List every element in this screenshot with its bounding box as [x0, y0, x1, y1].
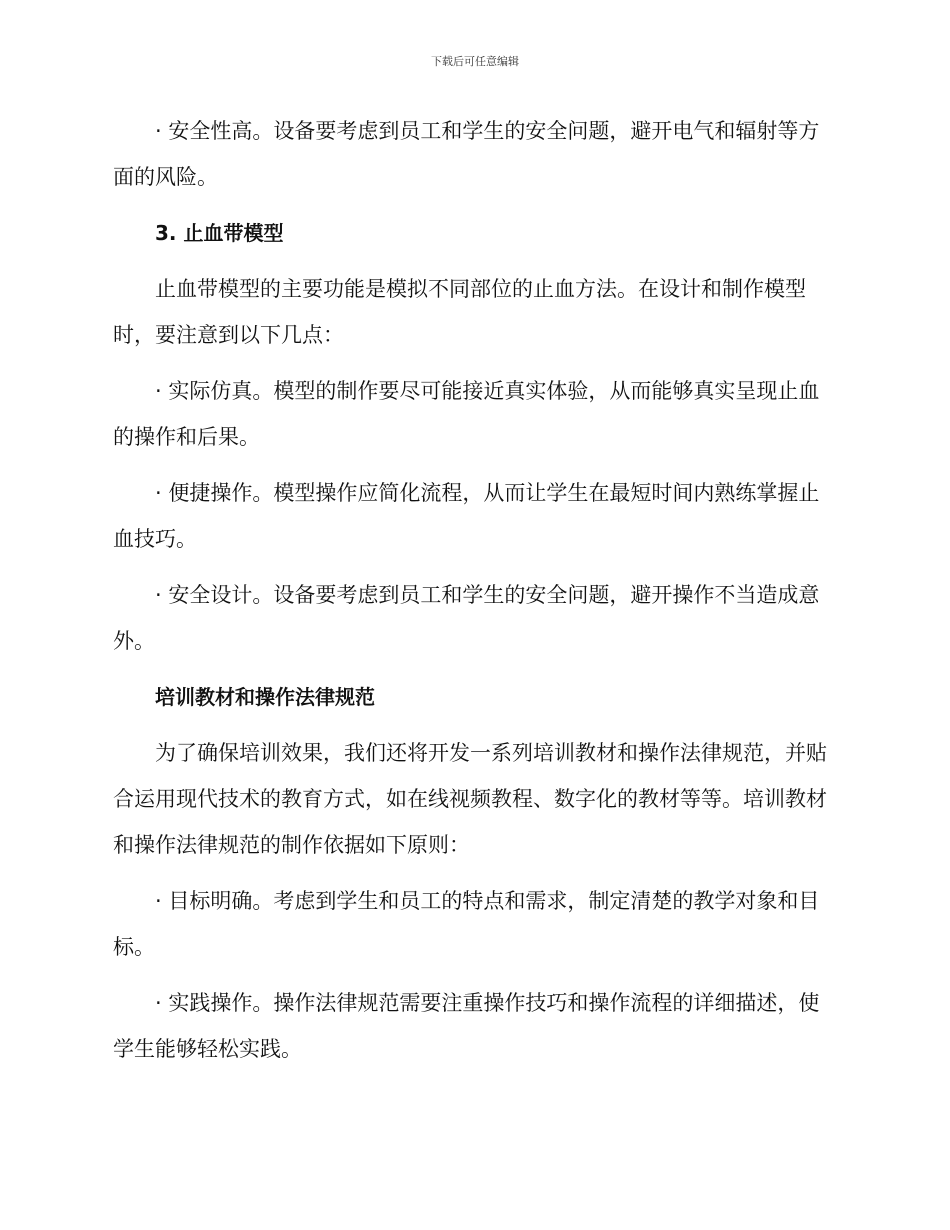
page-header-note: 下载后可任意编辑: [431, 55, 519, 68]
body-paragraph: 止血带模型的主要功能是模拟不同部位的止血方法。在设计和制作模型时，要注意到以下几点：: [113, 277, 806, 347]
document-body: [113, 108, 833, 1082]
bullet-paragraph: · 安全设计。设备要考虑到员工和学生的安全问题，避开操作不当造成意外。: [113, 583, 820, 653]
bullet-paragraph: · 目标明确。考虑到学生和员工的特点和需求，制定清楚的教学对象和目标。: [113, 889, 820, 959]
section-heading: 3. 止血带模型: [155, 221, 284, 245]
bullet-paragraph: · 便捷操作。模型操作应简化流程，从而让学生在最短时间内熟练掌握止血技巧。: [113, 481, 820, 551]
body-paragraph: 为了确保培训效果，我们还将开发一系列培训教材和操作法律规范，并贴合运用现代技术的教育方式，如在线视频教程、数字化的教材等等。培训教材和操作法律规范的制作依据如下原则：: [113, 741, 827, 857]
bullet-paragraph: · 实际仿真。模型的制作要尽可能接近真实体验，从而能够真实呈现止血的操作和后果。: [113, 379, 820, 449]
bullet-paragraph: · 实践操作。操作法律规范需要注重操作技巧和操作流程的详细描述，使学生能够轻松实践。: [113, 991, 820, 1061]
section-heading: 培训教材和操作法律规范: [155, 685, 375, 709]
bullet-paragraph: · 安全性高。设备要考虑到员工和学生的安全问题，避开电气和辐射等方面的风险。: [113, 119, 820, 189]
